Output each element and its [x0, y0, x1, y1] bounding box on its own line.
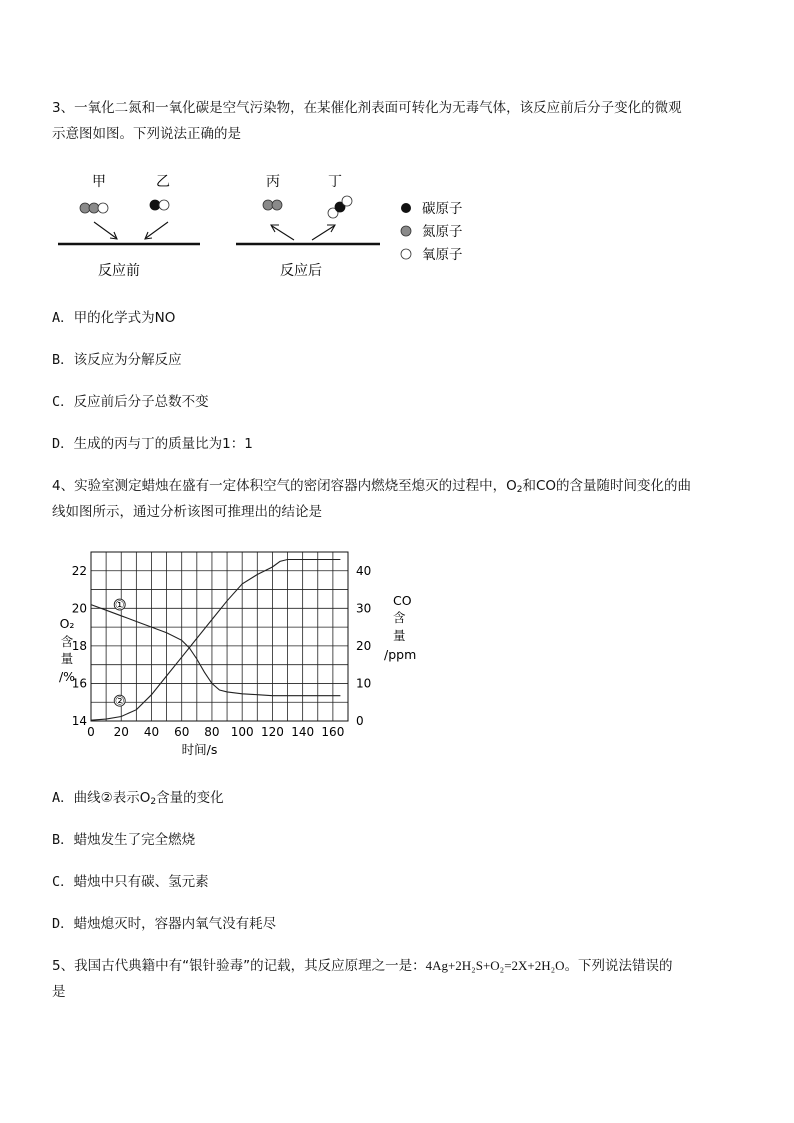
- option-letter: A．: [52, 310, 74, 326]
- q3-molecule-diagram: [50, 168, 490, 283]
- option-letter: D．: [52, 916, 74, 932]
- q4-stem-sub: 2: [516, 485, 523, 495]
- option-text: 蜡烛熄灭时，容器内氧气没有耗尽: [73, 916, 277, 932]
- legend-oxygen-swatch: [401, 249, 411, 259]
- y-right-tick-label: 20: [356, 638, 372, 653]
- caption-after: 反应后: [280, 263, 322, 279]
- option-letter: D．: [52, 436, 74, 452]
- option-text-post: 含量的变化: [156, 790, 224, 806]
- legend-nitrogen: 氮原子: [422, 224, 463, 240]
- q3-option-d: [52, 434, 253, 454]
- label-bing: 丙: [266, 174, 280, 190]
- option-text: 反应前后分子总数不变: [73, 394, 209, 410]
- y-left-axis-label: 含: [60, 634, 74, 649]
- q3-stem-line2: 示意图如图。下列说法正确的是: [52, 126, 241, 142]
- y-right-tick-label: 10: [356, 676, 372, 691]
- q5-stem-pre: 5、我国古代典籍中有“银针验毒”的记载，其反应原理之一是：: [52, 958, 426, 974]
- q4-stem-post: 和CO的含量随时间变化的曲: [522, 478, 692, 494]
- y-left-tick-label: 20: [71, 601, 87, 616]
- x-tick-label: 0: [87, 725, 95, 739]
- arrows-after: [271, 225, 335, 240]
- y-right-tick-label: 40: [356, 563, 372, 578]
- x-tick-label: 20: [113, 725, 129, 739]
- legend-oxygen: 氧原子: [422, 247, 463, 263]
- q4-option-d: [52, 914, 276, 934]
- label-jia: 甲: [92, 174, 106, 190]
- y-right-tick-label: 0: [356, 714, 364, 728]
- x-tick-label: 120: [260, 725, 284, 739]
- q3-option-a: [52, 308, 175, 328]
- legend-nitrogen-swatch: [401, 226, 411, 236]
- q3-stem-line1: 3、一氧化二氮和一氧化碳是空气污染物，在某催化剂表面可转化为无毒气体，该反应前后分子变化的微观: [52, 100, 682, 116]
- label-yi: 乙: [156, 174, 170, 190]
- q4-stem-pre: 4、实验室测定蜡烛在盛有一定体积空气的密闭容器内燃烧至熄灭的过程中，O: [52, 478, 517, 494]
- option-sub: 2: [150, 797, 157, 807]
- x-tick-label: 60: [174, 725, 190, 739]
- curve-marker-label: ①: [114, 598, 125, 612]
- option-letter: B．: [52, 352, 74, 368]
- q4-option-c: [52, 872, 209, 892]
- option-letter: C．: [52, 874, 74, 890]
- y-left-tick-label: 16: [71, 676, 87, 691]
- option-text: 生成的丙与丁的质量比为1：1: [73, 436, 253, 452]
- x-axis-label: 时间/s: [181, 742, 218, 757]
- x-tick-label: 100: [230, 725, 254, 739]
- y-right-axis-label: 含: [393, 610, 406, 625]
- x-tick-label: 40: [143, 725, 160, 739]
- legend-carbon: 碳原子: [422, 201, 463, 217]
- caption-before: 反应前: [98, 263, 140, 279]
- option-text-pre: 曲线②表示O: [73, 790, 151, 806]
- y-right-tick-label: 30: [356, 601, 372, 616]
- option-letter: C．: [52, 394, 74, 410]
- molecule-yi: [150, 200, 169, 210]
- q4-option-b: [52, 830, 195, 850]
- option-text: 蜡烛发生了完全燃烧: [73, 832, 196, 848]
- o2-co-chart: [50, 544, 430, 764]
- y-left-tick-label: 18: [71, 638, 87, 653]
- y-right-axis-label: /ppm: [384, 647, 417, 662]
- molecule-bing: [263, 200, 282, 210]
- q4-stem-line1: [52, 476, 691, 500]
- q5-stem-post: 。下列说法错误的: [564, 958, 673, 974]
- q3-option-c: [52, 392, 209, 412]
- q4-stem-line2: 线如图所示，通过分析该图可推理出的结论是: [52, 504, 322, 520]
- x-tick-label: 80: [204, 725, 220, 739]
- option-text: 蜡烛中只有碳、氢元素: [73, 874, 209, 890]
- y-right-axis-label: 量: [393, 628, 406, 643]
- legend: [401, 201, 463, 263]
- q5-stem-line1: [52, 956, 673, 976]
- y-left-tick-label: 14: [71, 714, 87, 728]
- y-left-tick-label: 22: [71, 563, 87, 578]
- option-text: 甲的化学式为NO: [73, 310, 176, 326]
- y-left-axis-label: 量: [60, 651, 74, 666]
- q4-option-a: [52, 788, 224, 812]
- option-text: 该反应为分解反应: [73, 352, 182, 368]
- y-right-axis-label: CO: [393, 593, 412, 608]
- option-letter: B．: [52, 832, 74, 848]
- option-letter: A．: [52, 790, 74, 806]
- x-tick-label: 160: [321, 725, 345, 739]
- y-left-axis-label: O₂: [59, 616, 75, 631]
- x-tick-label: 140: [291, 725, 315, 739]
- molecule-ding: [328, 196, 352, 218]
- q5-stem-line2: 是: [52, 984, 66, 1000]
- arrows-before: [94, 222, 168, 239]
- legend-carbon-swatch: [401, 203, 411, 213]
- q3-option-b: [52, 350, 182, 370]
- label-ding: 丁: [328, 174, 342, 190]
- curve-marker-label: ②: [114, 694, 125, 708]
- y-left-axis-label: /%: [58, 669, 76, 684]
- molecule-jia: [80, 203, 108, 213]
- q5-equation: 4Ag+2H₂S+O₂=2X+2H₂O: [425, 958, 565, 973]
